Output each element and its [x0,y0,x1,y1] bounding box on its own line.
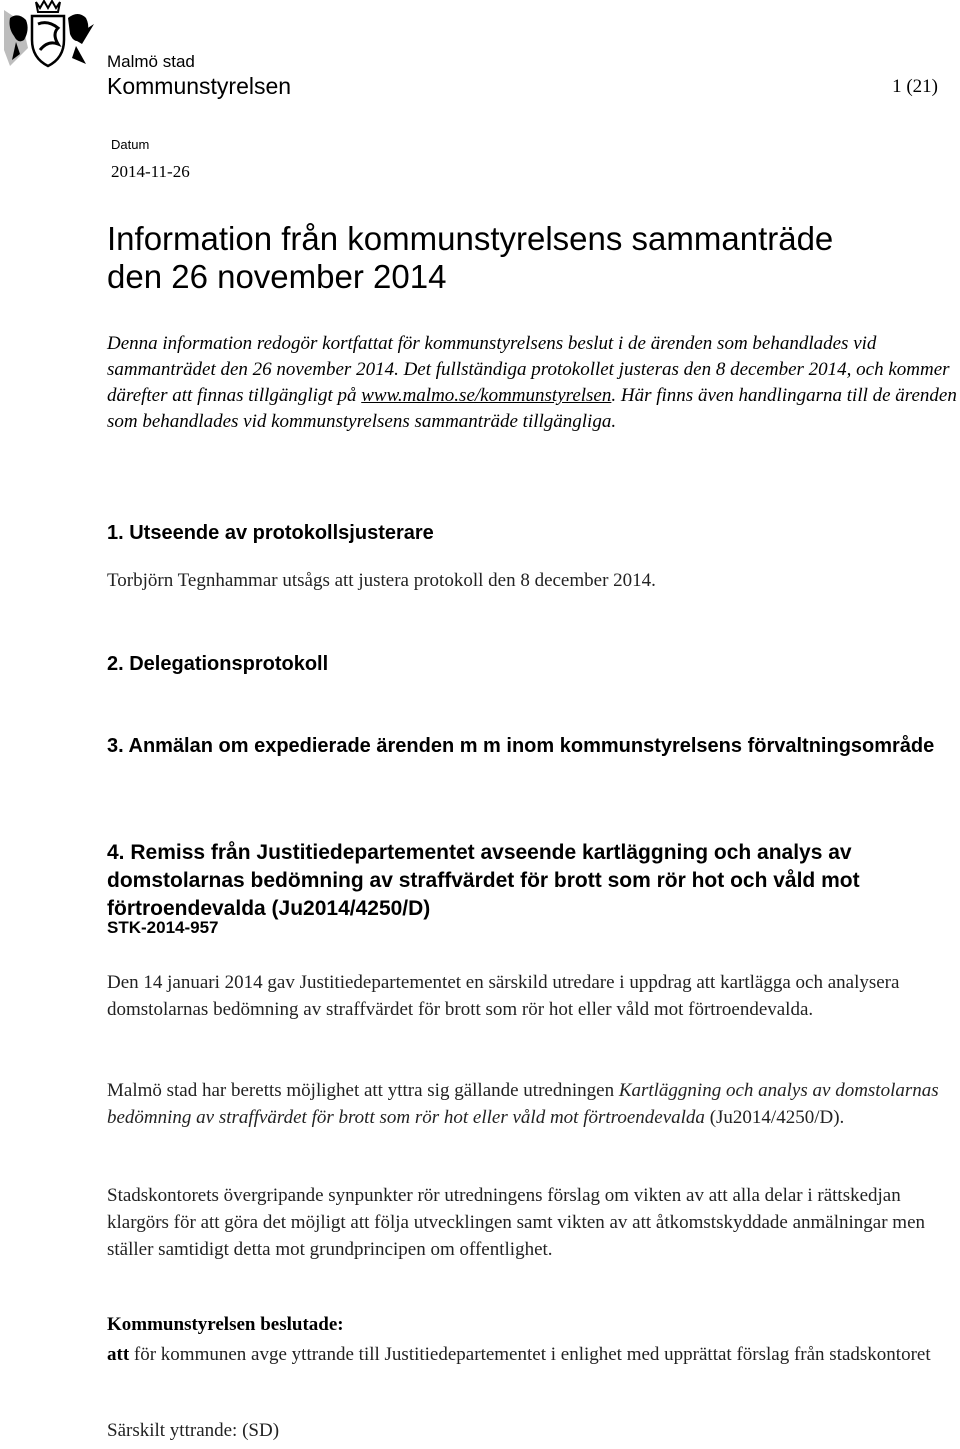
page-title-line-1: Information från kommunstyrelsens sammanträde [107,220,834,257]
decision-keyword: att [107,1344,130,1365]
section-4-heading: 4. Remiss från Justitiedepartementet avseende kartläggning och analys av domstolarnas bedömning av straffvärdet för brott som rör hot och våld mot förtroendevalda (Ju2014/4250/D) [107,841,860,920]
malmo-coat-of-arms-logo [2,0,98,70]
decision-heading: Kommunstyrelsen beslutade: [107,1314,344,1335]
intro-text-after-link: . Här finns även handlingarna till de ärenden som behandlades vid kommunstyrelsens sammanträde tillgängliga. [107,385,957,432]
board-name: Kommunstyrelsen [107,73,292,99]
section-1-heading: 1. Utseende av protokollsjusterare [107,522,434,544]
section-4-paragraph-3: Stadskontorets övergripande synpunkter rör utredningens förslag om vikten av att alla delar i rättskedjan klargörs för att göra det möjligt att följa utvecklingen samt vikten av att åtkomstskyddade anmälningar men ställer samtidigt detta mot grundprincipen om offentlighet. [107,1185,926,1260]
kommunstyrelsen-link[interactable]: www.malmo.se/kommunstyrelsen [361,385,612,406]
section-4-paragraph-2 [107,1077,959,1131]
page-title-line-2: den 26 november 2014 [107,258,447,295]
page-number: 1 (21) [892,76,938,97]
page-title [107,220,947,296]
date-value: 2014-11-26 [111,162,190,181]
date-label: Datum [111,137,150,152]
intro-text-before-link: Denna information redogör kortfattat för kommunstyrelsens beslut i de ärenden som behandlades vid sammanträdet den 26 november 2014. Det fullständiga protokollet justeras den 8 december 2014, och kommer därefter att finnas tillgängligt på [107,333,950,406]
paragraph-2-text: Malmö stad har beretts möjlighet att yttra sig gällande utredningen [107,1080,619,1101]
intro-paragraph [107,331,957,435]
section-3-heading: 3. Anmälan om expedierade ärenden m m inom kommunstyrelsens förvaltningsområde [107,735,935,757]
section-2-heading: 2. Delegationsprotokoll [107,653,329,675]
paragraph-2-reference: (Ju2014/4250/D). [704,1107,845,1128]
decision-body: för kommunen avge yttrande till Justitiedepartementet i enlighet med upprättat förslag från stadskontoret [129,1344,931,1365]
special-statement: Särskilt yttrande: (SD) [107,1420,280,1441]
section-4-paragraph-1: Den 14 januari 2014 gav Justitiedepartementet en särskild utredare i uppdrag att kartlägga och analysera domstolarnas bedömning av straffvärdet för brott som rör hot eller våld mot förtroendevalda. [107,972,900,1020]
decision-text [107,1341,959,1368]
section-1-text: Torbjörn Tegnhammar utsågs att justera protokoll den 8 december 2014. [107,570,656,591]
organization-name: Malmö stad [107,52,195,71]
section-4-case-id: STK-2014-957 [107,918,219,937]
report-title: Kartläggning och analys av domstolarnas bedömning av straffvärdet för brott som rör hot eller våld mot förtroendevalda [107,1080,939,1128]
